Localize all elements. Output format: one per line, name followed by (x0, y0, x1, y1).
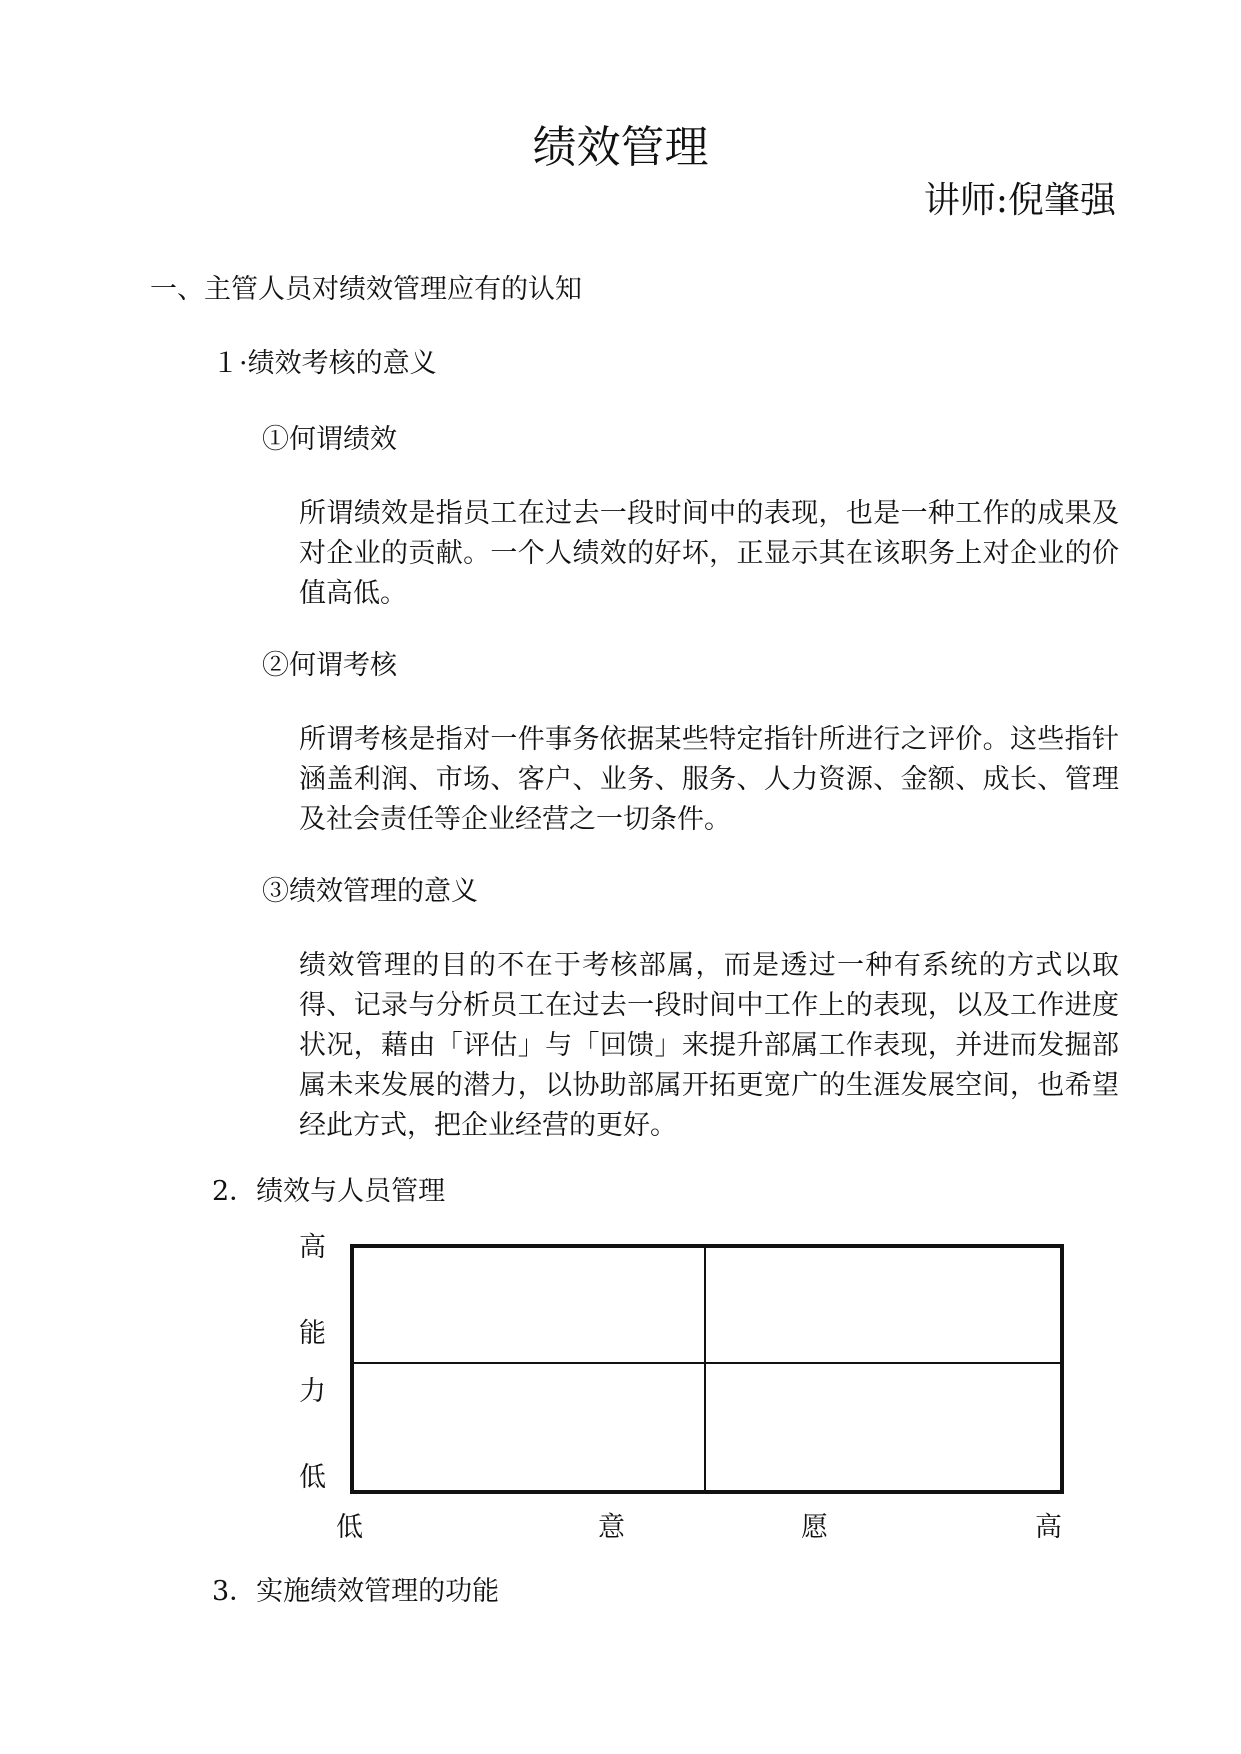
x-axis-right-label: 高 (1035, 1512, 1062, 1543)
y-axis-top-label: 高 (299, 1232, 326, 1263)
section-heading-1: 一、主管人员对绩效管理应有的认知 (150, 274, 582, 305)
item-heading-performance-management: ③绩效管理的意义 (262, 876, 478, 907)
paragraph-performance-management: 绩效管理的目的不在于考核部属，而是透过一种有系统的方式以取得、记录与分析员工在过去一段时间中工作上的表现，以及工作进度状况，藉由「评估」与「回馈」来提升部属工作表现，并进而发掘部属未来发展的潜力，以协助部属开拓更宽广的生涯发展空间，也希望经此方式，把企业经营的更好。 (299, 950, 1119, 1141)
x-axis-left-label: 低 (336, 1512, 363, 1543)
matrix-vertical-divider (704, 1248, 706, 1490)
x-axis-label-1: 意 (598, 1512, 625, 1543)
ability-willingness-matrix (350, 1244, 1064, 1494)
lecturer-name: 讲师:倪肇强 (923, 180, 1116, 221)
x-axis-label-2: 愿 (801, 1512, 828, 1543)
matrix-horizontal-divider (354, 1362, 1060, 1364)
item-heading-appraisal: ②何谓考核 (262, 650, 397, 681)
y-axis-label-1: 能 (299, 1318, 326, 1349)
paragraph-appraisal: 所谓考核是指对一件事务依据某些特定指针所进行之评价。这些指针涵盖利润、市场、客户、业务、服务、人力资源、金额、成长、管理及社会责任等企业经营之一切条件。 (299, 724, 1119, 835)
subsection-heading-1: １·绩效考核的意义 (212, 348, 437, 379)
subsection-heading-3: 3．实施绩效管理的功能 (212, 1576, 500, 1607)
y-axis-bottom-label: 低 (299, 1462, 326, 1493)
page-title: 绩效管理 (532, 122, 709, 173)
paragraph-performance: 所谓绩效是指员工在过去一段时间中的表现，也是一种工作的成果及对企业的贡献。一个人绩效的好坏，正显示其在该职务上对企业的价值高低。 (299, 498, 1119, 609)
item-heading-performance: ①何谓绩效 (262, 424, 397, 455)
subsection-heading-2: 2．绩效与人员管理 (212, 1176, 446, 1207)
y-axis-label-2: 力 (299, 1376, 326, 1407)
